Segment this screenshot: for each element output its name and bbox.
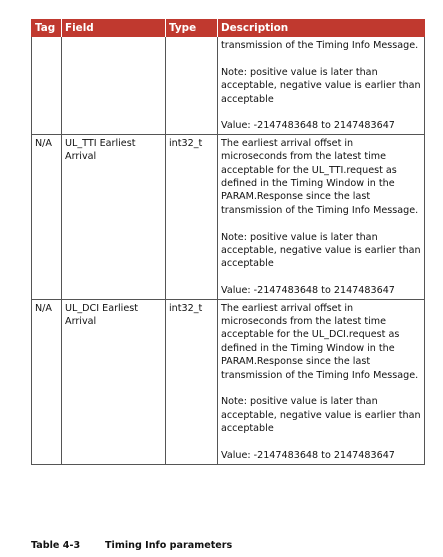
description-paragraph: The earliest arrival offset in microseconds from the latest time acceptable for the UL_TTI.request as defined in the Timing Window in the PARAM.Response since the last transmission of the Timing Info Message. bbox=[221, 137, 419, 216]
table-caption bbox=[31, 540, 232, 551]
cell-description bbox=[218, 299, 425, 464]
table-row bbox=[32, 299, 425, 464]
header-type: Type bbox=[166, 19, 218, 37]
description-value-range: Value: -2147483648 to 2147483647 bbox=[221, 285, 395, 297]
cell-field: UL_DCI Earliest Arrival bbox=[62, 299, 166, 464]
cell-tag bbox=[32, 37, 62, 134]
cell-type bbox=[166, 37, 218, 134]
timing-info-table-container bbox=[31, 19, 424, 465]
table-row bbox=[32, 134, 425, 299]
table-row bbox=[32, 37, 425, 134]
description-value-range: Value: -2147483648 to 2147483647 bbox=[221, 450, 395, 462]
timing-info-table bbox=[31, 19, 425, 465]
cell-description bbox=[218, 134, 425, 299]
cell-field: UL_TTI Earliest Arrival bbox=[62, 134, 166, 299]
description-note: Note: positive value is later than acceptable, negative value is earlier than acceptable bbox=[221, 66, 421, 105]
description-value-range: Value: -2147483648 to 2147483647 bbox=[221, 120, 395, 132]
description-note: Note: positive value is later than acceptable, negative value is earlier than acceptable bbox=[221, 396, 421, 435]
header-description: Description bbox=[218, 19, 425, 37]
description-note: Note: positive value is later than acceptable, negative value is earlier than acceptable bbox=[221, 231, 421, 270]
table-header-row bbox=[32, 19, 425, 37]
caption-title: Timing Info parameters bbox=[105, 540, 233, 551]
cell-description bbox=[218, 37, 425, 134]
cell-field bbox=[62, 37, 166, 134]
cell-tag: N/A bbox=[32, 134, 62, 299]
header-field: Field bbox=[62, 19, 166, 37]
cell-tag: N/A bbox=[32, 299, 62, 464]
description-paragraph: transmission of the Timing Info Message. bbox=[221, 40, 419, 51]
cell-type: int32_t bbox=[166, 134, 218, 299]
header-tag: Tag bbox=[32, 19, 62, 37]
caption-label: Table 4-3 bbox=[31, 540, 81, 551]
cell-type: int32_t bbox=[166, 299, 218, 464]
description-paragraph: The earliest arrival offset in microseconds from the latest time acceptable for the UL_DCI.request as defined in the Timing Window in the PARAM.Response since the last transmission of the Timing Info Message. bbox=[221, 302, 419, 381]
